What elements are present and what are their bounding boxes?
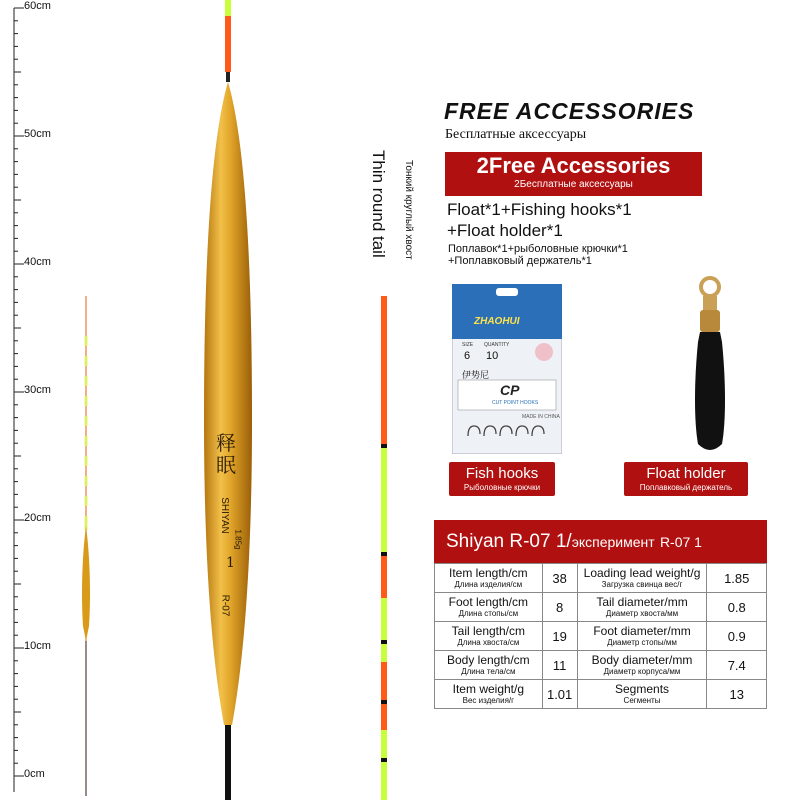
ruler-label-20: 20cm	[24, 512, 51, 524]
header-title: FREE ACCESSORIES	[444, 98, 695, 124]
fish-hooks-button[interactable]	[449, 462, 555, 496]
spec-value: 38	[542, 564, 577, 593]
accessories-ru-line1: Поплавок*1+рыболовные крючки*1	[448, 243, 628, 255]
hook-size-label: SIZE	[462, 342, 474, 348]
float-holder-button[interactable]	[624, 462, 748, 496]
spec-value: 13	[707, 680, 767, 709]
tail-segment	[381, 760, 387, 800]
tail-segment	[381, 490, 387, 510]
spec-label: Body diameter/mm	[591, 653, 693, 667]
ruler-label-30: 30cm	[24, 384, 51, 396]
spec-title	[434, 520, 767, 564]
accessories-line2: +Float holder*1	[447, 221, 563, 240]
spec-label: Item length/cm	[448, 566, 528, 580]
spec-label: Body length/cm	[446, 653, 530, 667]
spec-label-ru: Диаметр корпуса/мм	[603, 667, 681, 676]
spec-title-tail: R-07 1	[659, 534, 702, 550]
spec-label-ru: Сегменты	[623, 696, 661, 705]
spec-label-ru: Длина тела/см	[461, 667, 516, 676]
tail-segment	[381, 554, 387, 578]
float-holder-image	[660, 272, 740, 462]
tail-label-ru: Тонкий круглый хвост	[403, 160, 414, 260]
fish-hooks-label-ru: Рыболовные крючки	[463, 483, 541, 492]
banner-subtitle: 2Бесплатные аксессуары	[514, 179, 633, 190]
tail-segment	[381, 662, 387, 702]
tail-divider	[381, 444, 387, 448]
hook-brand: ZHAOHUI	[474, 316, 520, 327]
tail-divider	[381, 700, 387, 704]
hook-qty-label: QUANTITY	[484, 342, 510, 348]
tail-segment	[381, 510, 387, 554]
spec-value: 7.4	[707, 651, 767, 680]
spec-label-ru: Длина стопы/см	[458, 609, 519, 618]
spec-label: Foot length/cm	[448, 595, 529, 609]
hook-cp: CP	[500, 382, 520, 398]
header-subtitle: Бесплатные аксессуары	[445, 127, 587, 142]
tail-divider	[381, 640, 387, 644]
ruler-label-0: 0cm	[24, 768, 45, 780]
hook-name-cn: 伊势尼	[462, 370, 490, 380]
hook-made-in: MADE IN CHINA	[522, 414, 560, 420]
tail-divider	[381, 758, 387, 762]
hook-cut-point: CUT POINT HOOKS	[492, 400, 539, 406]
ruler-label-60: 60cm	[24, 0, 51, 12]
spec-label-ru: Диаметр стопы/мм	[607, 638, 677, 647]
spec-label: Segments	[615, 682, 670, 696]
ruler-label-40: 40cm	[24, 256, 51, 268]
spec-label-ru: Длина изделия/см	[454, 580, 523, 589]
tail-segment	[381, 296, 387, 446]
tail-label-en: Thin round tail	[369, 150, 388, 258]
hook-qty-value: 10	[486, 350, 499, 362]
table-row	[435, 651, 767, 680]
float-brand-cn: 释眠	[216, 431, 236, 477]
spec-value: 8	[542, 593, 577, 622]
spec-label-ru: Длина хвоста/см	[457, 638, 520, 647]
float-model: R-07	[219, 594, 231, 617]
float-holder-label-ru: Поплавковый держатель	[639, 483, 733, 492]
spec-label-ru: Загрузка свинца вес/г	[601, 580, 683, 589]
tail-segment	[381, 446, 387, 490]
tail-image	[376, 296, 392, 800]
spec-value: 11	[542, 651, 577, 680]
tail-segment	[381, 730, 387, 760]
tail-segment	[381, 702, 387, 730]
hook-size-value: 6	[464, 350, 471, 362]
float-size-mark: 1	[226, 555, 235, 571]
accessories-ru-line2: +Поплавковый держатель*1	[448, 255, 592, 267]
tail-segment	[381, 642, 387, 662]
spec-value: 19	[542, 622, 577, 651]
table-row	[435, 622, 767, 651]
spec-value: 0.8	[707, 593, 767, 622]
spec-label-ru: Вес изделия/г	[462, 696, 515, 705]
spec-label: Foot diameter/mm	[593, 624, 691, 638]
table-row	[435, 593, 767, 622]
table-row	[435, 680, 767, 709]
table-row	[435, 564, 767, 593]
accessories-banner	[445, 152, 702, 196]
float-weight-mark: 1.85g	[233, 529, 243, 550]
ruler-label-50: 50cm	[24, 128, 51, 140]
spec-label: Loading lead weight/g	[583, 566, 701, 580]
tail-segment	[381, 598, 387, 642]
spec-label: Item weight/g	[452, 682, 525, 696]
spec-value: 1.01	[542, 680, 577, 709]
small-float-image	[76, 296, 96, 796]
spec-title-ru: эксперимент	[571, 534, 655, 550]
ruler-label-10: 10cm	[24, 640, 51, 652]
tail-divider	[381, 552, 387, 556]
accessories-line1: Float*1+Fishing hooks*1	[447, 200, 632, 219]
float-brand-en: SHIYAN	[218, 497, 230, 534]
spec-label: Tail diameter/mm	[596, 595, 688, 609]
banner-title: 2Free Accessories	[476, 153, 671, 178]
spec-value: 1.85	[707, 564, 767, 593]
tail-segment	[381, 578, 387, 598]
spec-title-main: Shiyan R-07 1/	[446, 531, 572, 552]
spec-value: 0.9	[707, 622, 767, 651]
main-float-image	[200, 0, 260, 800]
float-holder-label: Float holder	[646, 465, 726, 482]
ruler	[0, 0, 80, 800]
fish-hooks-package-image	[452, 284, 562, 454]
fish-hooks-label: Fish hooks	[465, 465, 539, 482]
spec-label: Tail length/cm	[451, 624, 526, 638]
spec-table	[434, 563, 767, 709]
spec-label-ru: Диаметр хвоста/мм	[605, 609, 679, 618]
